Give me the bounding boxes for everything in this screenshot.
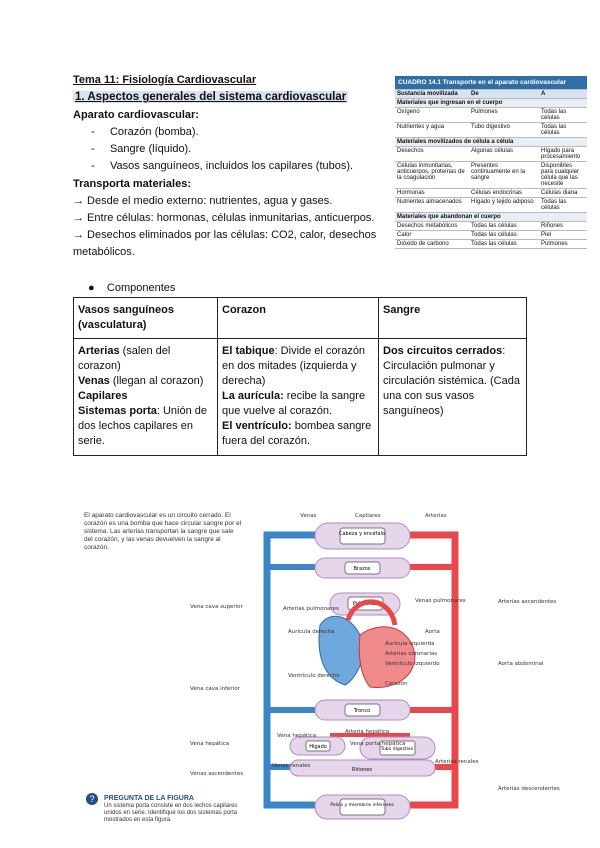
label: Arterias pulmonares (283, 606, 339, 612)
list-item: → Desde el medio externo: nutrientes, agua y gases. (73, 195, 333, 207)
label: Arterias ascendentes (498, 599, 557, 605)
column-header: Vasos sanguíneos (vasculatura) (74, 298, 218, 339)
label: Ventrículo izquierdo (385, 661, 440, 667)
column-header: Sustancia movilizada (395, 90, 469, 99)
svg-text:Pelvis y miembros inferiores: Pelvis y miembros inferiores (330, 803, 394, 808)
label: Vena cava inferior (190, 686, 240, 692)
components-table (73, 297, 527, 456)
list-item: - Vasos sanguíneos, incluidos los capilares (tubos). (91, 160, 354, 172)
column-header: De (469, 90, 539, 99)
table-row: Nutrientes almacenados Hígado y tejido adiposo Todas las células (395, 198, 587, 213)
capillary-bed-legs (315, 795, 410, 819)
group-row: Materiales que ingresan en el cuerpo (395, 99, 587, 108)
table-row: Nutrientes y agua Tubo digestivo Todas las células (395, 123, 587, 138)
label: Arterias (425, 513, 447, 519)
bullet-icon: ● (88, 282, 95, 294)
aparato-heading: Aparato cardiovascular: (73, 109, 199, 121)
label: Aurícula izquierda (385, 641, 435, 647)
capillary-bed-head (315, 523, 410, 549)
column-header: Sangre (379, 298, 527, 339)
capillary-bed-kidneys (290, 760, 435, 776)
column-header: Corazon (218, 298, 379, 339)
label: Arterias renales (435, 759, 479, 765)
label: Venas ascendentes (190, 771, 244, 777)
question-icon: ? (86, 793, 98, 805)
label: Arterias descendentes (498, 786, 560, 792)
componentes-bullet: ● Componentes (88, 282, 176, 294)
svg-text:Pulmones: Pulmones (352, 601, 378, 607)
label: Ventrículo derecho (288, 673, 340, 679)
svg-text:Tronco: Tronco (353, 708, 371, 714)
label: Venas (300, 513, 317, 519)
svg-text:Tubo digestivo: Tubo digestivo (380, 747, 414, 752)
question-text: Un sistema porta consiste en dos lechos capilares unidos en serie. Identifique los dos sistemas porta mostrados en esta figura. (104, 803, 238, 823)
question-title: PREGUNTA DE LA FIGURA (104, 795, 194, 802)
table-row: Oxígeno Pulmones Todas las células (395, 108, 587, 123)
table-row: Desechos Algunas células Hígado para procesamiento (395, 147, 587, 162)
capillary-bed-arms (315, 558, 410, 578)
vasos-cell: Arterias (salen del corazon) Venas (llegan al corazon) Capilares Sistemas porta: Unión de dos lechos capilares en serie. (74, 339, 218, 456)
corazon-cell: El tabique: Divide el corazón en dos mitades (izquierda y derecha) La aurícula: recibe la sangre que vuelve al corazón. El ventrículo: bombea sangre fuera del corazón. (218, 339, 379, 456)
svg-text:Brazos: Brazos (353, 566, 371, 572)
table-row (74, 298, 527, 339)
group-row: Materiales que abandonan el cuerpo (395, 213, 587, 222)
table-row: Calor Todas las células Piel (395, 231, 587, 240)
table-title: CUADRO 14.1 Transporte en el aparato cardiovascular (395, 76, 587, 90)
table-row: Células inmunitarias, anticuerpos, proteínas de la coagulación Presentes continuamente en la sangre Disponibles para cualquier célula que las necesite (395, 162, 587, 189)
section-heading: 1. Aspectos generales del sistema cardiovascular (75, 91, 347, 103)
table-row: Dióxido de carbono Todas las células Pulmones (395, 240, 587, 249)
label: Vena porta hepática (350, 741, 406, 747)
figure-intro: El aparato cardiovascular es un circuito cerrado. El corazón es una bomba que hace circular sangre por el sistema. Las arterias transportan la sangre que sale del corazón, y las venas devuelven la sangre al corazón. (84, 512, 242, 551)
transporta-list (73, 193, 388, 261)
list-item: - Corazón (bomba). (91, 126, 199, 138)
transporta-heading: Transporta materiales: (73, 178, 191, 190)
label: Aurícula derecha (288, 629, 335, 635)
column-header: A (539, 90, 587, 99)
circulation-diagram (180, 505, 600, 835)
list-item: - Sangre (líquido). (91, 143, 192, 155)
svg-text:Riñones: Riñones (352, 767, 372, 773)
table-row (74, 339, 527, 456)
label: Venas pulmonares (415, 598, 466, 604)
document-title: Tema 11: Fisiología Cardiovascular (73, 74, 257, 86)
table-row: Desechos metabólicos Todas las células Riñones (395, 222, 587, 231)
sangre-cell: Dos circuitos cerrados: Circulación pulmonar y circulación sistémica. (Cada una con sus vasos sanguíneos) (379, 339, 527, 456)
label: Arterias coronarias (385, 651, 438, 657)
transport-table (395, 76, 587, 249)
list-item: → Entre células: hormonas, células inmunitarias, anticuerpos. (73, 212, 375, 224)
svg-text:Hígado: Hígado (309, 744, 327, 750)
table-row: Hormonas Células endocrinas Células diana (395, 189, 587, 198)
svg-text:Cabeza y encéfalo: Cabeza y encéfalo (339, 531, 385, 537)
capillary-bed-liver (290, 737, 345, 755)
group-row: Materiales movilizados de célula a célula (395, 138, 587, 147)
capillary-bed-trunk (315, 700, 410, 720)
label: Vena hepática (277, 733, 317, 739)
label: Aorta (425, 629, 440, 635)
label: Vena hepática (190, 741, 230, 747)
list-item: → Desechos eliminados por las células: CO2, calor, desechos metabólicos. (73, 229, 377, 258)
label: Corazón (385, 681, 408, 687)
label: Capilares (355, 513, 381, 519)
label: Arteria hepática (345, 729, 390, 735)
label: Vena cava superior (190, 604, 243, 610)
label: Aorta abdominal (498, 661, 544, 667)
label: Venas renales (272, 763, 311, 769)
aparato-list (91, 124, 353, 175)
